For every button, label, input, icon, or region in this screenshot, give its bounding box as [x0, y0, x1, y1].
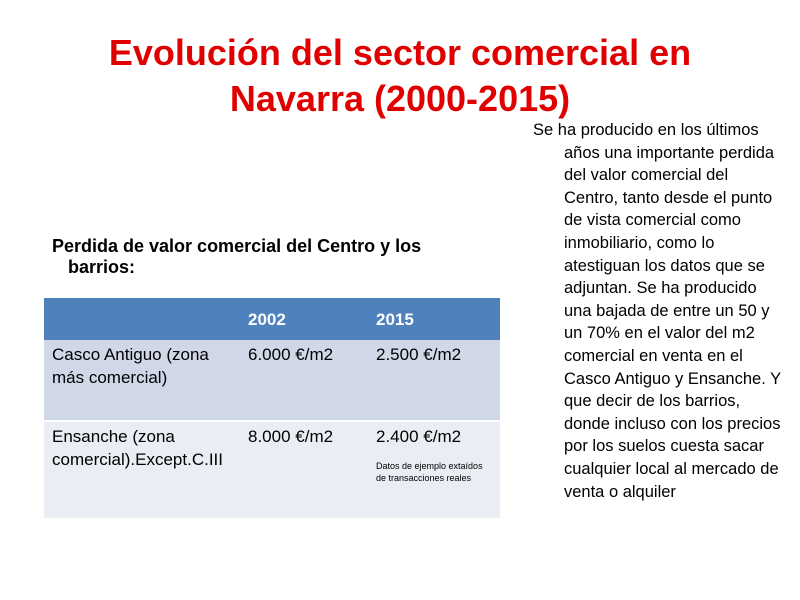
header-2002: 2002 — [240, 298, 368, 340]
header-2015: 2015 — [368, 298, 500, 340]
zone-cell: Casco Antiguo (zona más comercial) — [44, 340, 240, 421]
value-2002-cell: 8.000 €/m2 — [240, 421, 368, 518]
zone-cell: Ensanche (zona comercial).Except.C.III — [44, 421, 240, 518]
table-header-row — [44, 298, 500, 340]
header-zone — [44, 298, 240, 340]
value-2002-cell: 6.000 €/m2 — [240, 340, 368, 421]
table-subtitle-line-1: Perdida de valor comercial del Centro y los — [52, 236, 422, 256]
value-2015-cell — [368, 421, 500, 518]
value-2015-text: 2.400 €/m2 — [376, 427, 462, 446]
value-2015-cell: 2.500 €/m2 — [368, 340, 500, 421]
table-subtitle — [52, 236, 502, 278]
price-table — [44, 298, 500, 518]
slide-title: Evolución del sector comercial en Navarra (2000-2015) — [108, 32, 692, 119]
table-subtitle-line-2: barrios: — [68, 257, 136, 277]
side-paragraph: Se ha producido en los últimos años una importante perdida del valor comercial del Centro, tanto desde el punto de vista comercial como inmobiliario, como lo atestiguan los datos que se adjuntan. Se ha producido una bajada de entre un 50 y un 70% en el valor del m2 comercial en venta en el Casco Antiguo y Ensanche. Y que decir de los barrios, donde incluso con los precios por los suelos cuesta sacar cualquier local al mercado de venta o alquiler — [533, 121, 781, 501]
data-source-note: Datos de ejemplo extaídos de transacciones reales — [376, 461, 483, 483]
table-row — [44, 421, 500, 518]
table-row — [44, 340, 500, 421]
side-paragraph-box — [533, 119, 783, 503]
